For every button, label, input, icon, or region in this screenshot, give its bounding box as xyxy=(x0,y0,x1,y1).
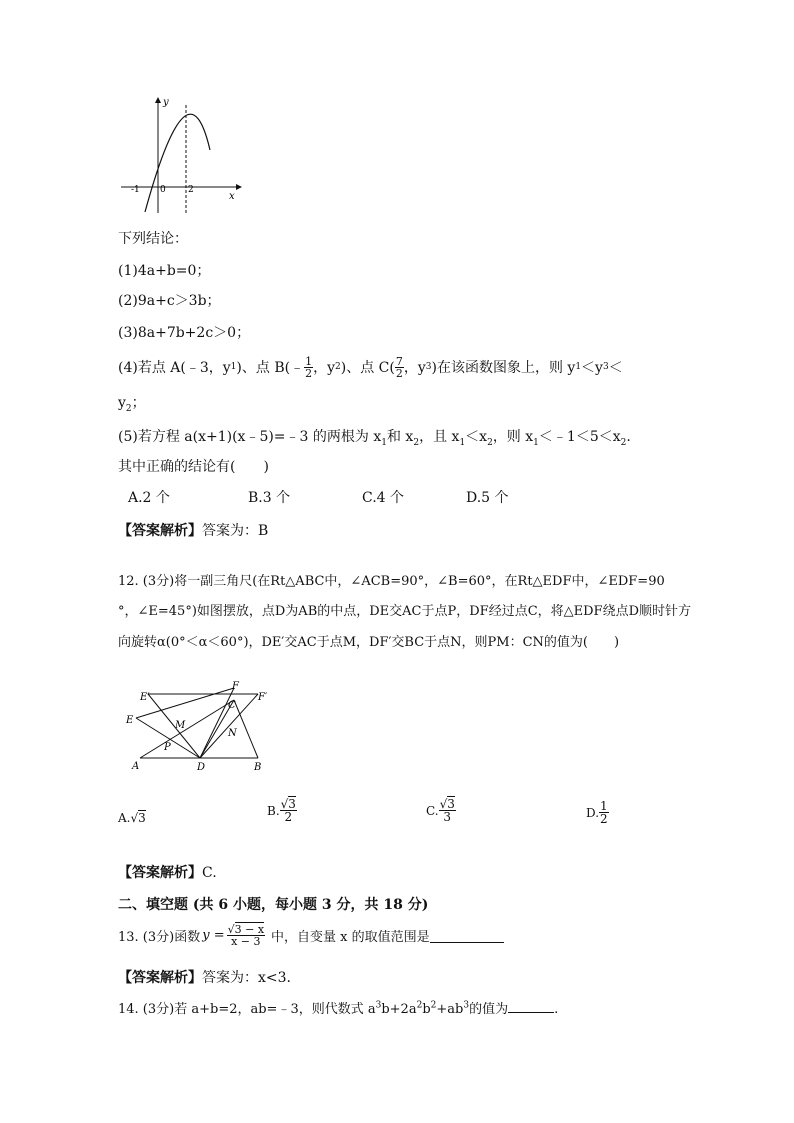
x-label: x xyxy=(229,191,235,202)
fig-label-e-prime: E′ xyxy=(140,692,150,703)
q14-answer-blank[interactable] xyxy=(508,1000,554,1013)
q11-option-b: B.3 个 xyxy=(248,490,291,506)
q12-option-c: C. $\frac{√3}{3}$ xyxy=(426,797,455,824)
q11-answer: 【答案解析】答案为：B xyxy=(118,523,269,539)
q12-option-b: B. $\frac{√3}{2}$ xyxy=(267,797,296,824)
fig-label-d: D xyxy=(197,762,206,773)
fig-label-a: A xyxy=(132,761,140,772)
q11-option-a: A.2 个 xyxy=(128,490,170,506)
q11-conclusion-2: (2)9a+c＞3b； xyxy=(118,293,221,309)
q12-line-2: °，∠E=45°)如图摆放，点D为AB的中点，DE交AC于点P，DF经过点C，将△EDF绕点D顺时针方 xyxy=(118,604,691,619)
q12-line-1: 12. (3分)将一副三角尺(在Rt△ABC中，∠ACB=90°，∠B=60°，在Rt△EDF中，∠EDF=90 xyxy=(118,574,665,589)
q11-conclusion-4: (4)若点 A(﹣3，y 1 )、点 B(﹣ $\frac{1}{2}$ ，y 2 )、点 C( $\frac{7}{2}$ ，y 3 )在该函数图象上，则 y 1 ＜y 3 ＜ xyxy=(118,354,623,380)
fig-label-b: B xyxy=(254,762,262,773)
q11-intro: 下列结论： xyxy=(118,231,188,247)
fig-label-m: M xyxy=(175,720,186,731)
q12-answer: 【答案解析】C. xyxy=(118,865,217,881)
q12-option-a: A. √ 3 xyxy=(118,810,146,825)
q11-question: 其中正确的结论有( ) xyxy=(118,459,269,475)
q11-conclusion-4-cont: $y_2$； xyxy=(118,395,146,414)
x-axis-arrow xyxy=(236,184,242,190)
parabola-graph xyxy=(118,95,243,215)
q13-answer: 【答案解析】答案为：x<3. xyxy=(118,970,291,986)
fig-label-e: E xyxy=(126,715,134,726)
fig-label-f-prime: F′ xyxy=(258,692,268,703)
fraction-one-half: $\frac{1}{2}$ xyxy=(305,354,313,380)
q11-option-c: C.4 个 xyxy=(362,490,405,506)
q14-question: 14. (3分)若 a+b=2，ab=﹣3，则代数式 $a^3b+2a^2b^2+ab^3$的值为 . xyxy=(118,1000,559,1017)
q11-conclusion-3: (3)8a+7b+2c＞0； xyxy=(118,325,251,341)
fig-label-f: F xyxy=(232,681,239,692)
q12-option-d: D. $\frac{1}{2}$ xyxy=(586,799,608,826)
fig-label-p: P xyxy=(164,742,171,753)
q13-answer-blank[interactable] xyxy=(430,928,504,943)
y-axis-arrow xyxy=(155,97,161,103)
fig-label-c: C xyxy=(228,700,236,711)
parabola-curve xyxy=(145,114,210,212)
label-minus-one: -1 xyxy=(131,185,140,195)
q12-line-3: 向旋转α(0°＜α＜60°)，DE′交AC于点M，DF′交BC于点N，则PM：CN的值为( ) xyxy=(118,635,620,650)
section-2-heading: 二、填空题 (共 6 小题，每小题 3 分，共 18 分) xyxy=(118,897,429,913)
label-two: 2 xyxy=(188,185,194,195)
q13-question: 13. (3分)函数 y = $\frac{√3 - x}{x - 3}$ 中，自变量 x 的取值范围是 xyxy=(118,924,504,947)
triangle-figure xyxy=(118,680,278,775)
q11-conclusion-1: (1)4a+b=0； xyxy=(118,263,211,279)
fig-label-n: N xyxy=(228,728,237,739)
y-label: y xyxy=(163,97,169,108)
label-zero: 0 xyxy=(160,185,166,195)
q11-conclusion-5: (5)若方程 a(x+1)(x﹣5)=﹣3 的两根为 $x_1$和 $x_2$，且 $x_1<x_2$，则 $x_1<﹣1<5<x_2$. xyxy=(118,429,631,448)
fraction-seven-half: $\frac{7}{2}$ xyxy=(395,354,403,380)
q11-option-d: D.5 个 xyxy=(466,490,509,506)
